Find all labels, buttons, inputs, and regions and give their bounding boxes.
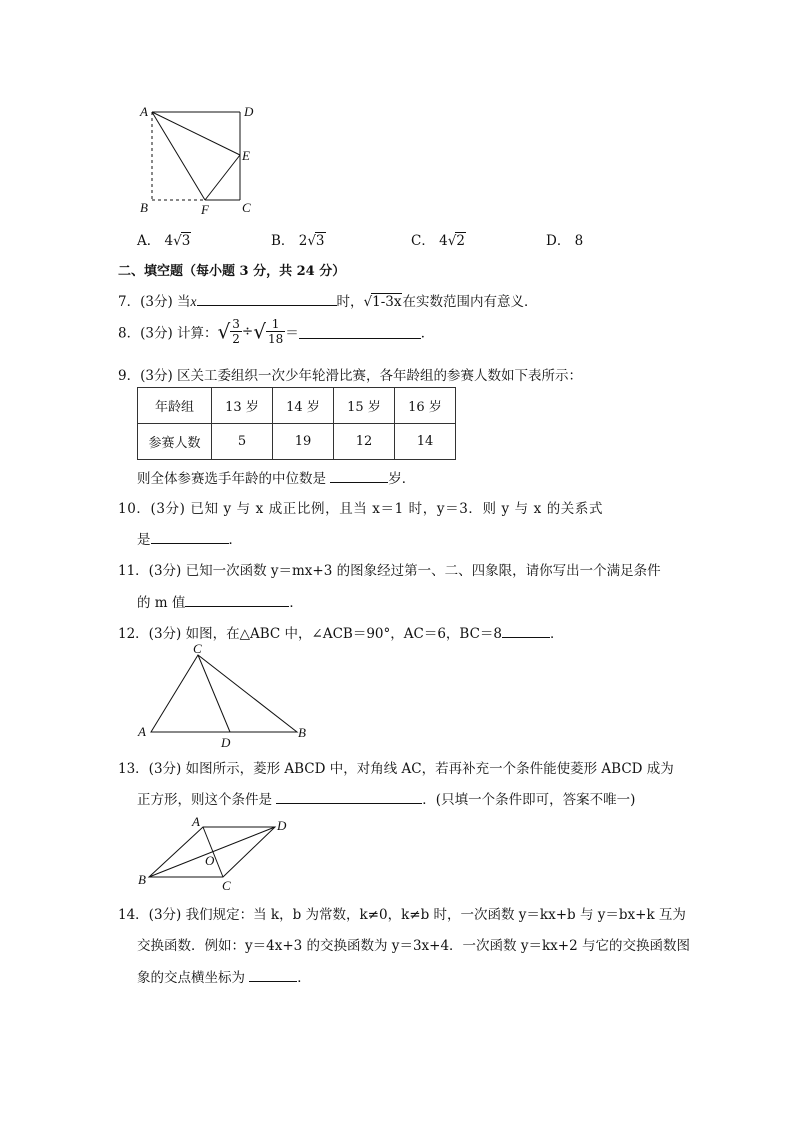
age-table bbox=[137, 387, 456, 460]
question-10-line1: 10．(3分) 已知 y 与 x 成正比例，且当 x＝1 时，y＝3．则 y 与 x 的关系式 bbox=[118, 501, 604, 517]
label-A: A bbox=[192, 814, 200, 829]
question-14-line3: 象的交点横坐标为 ． bbox=[137, 966, 311, 986]
question-13-line1: 13．(3分) 如图所示，菱形 ABCD 中，对角线 AC，若再补充一个条件能使菱形 ABCD 成为 bbox=[118, 761, 674, 777]
segment-CD bbox=[198, 655, 230, 732]
triangle-ABC bbox=[151, 655, 297, 732]
segment-EF bbox=[205, 155, 240, 200]
answer-blank-11[interactable] bbox=[185, 592, 289, 607]
table-cell: 12 bbox=[334, 424, 395, 460]
table-row bbox=[138, 388, 456, 424]
q6-option-c: C． 4√2 bbox=[411, 233, 465, 249]
table-cell: 14 岁 bbox=[273, 388, 334, 424]
label-A: A bbox=[140, 104, 148, 119]
label-B: B bbox=[298, 725, 306, 740]
label-F: F bbox=[201, 202, 209, 217]
question-10-line2: 是 ． bbox=[137, 528, 242, 548]
table-cell: 13 岁 bbox=[212, 388, 273, 424]
label-C: C bbox=[222, 878, 231, 893]
label-B: B bbox=[140, 200, 148, 215]
question-9: 9．(3分) 区关工委组织一次少年轮滑比赛，各年龄组的参赛人数如下表所示： bbox=[118, 368, 583, 384]
answer-blank-12[interactable] bbox=[502, 623, 550, 638]
table-cell: 16 岁 bbox=[395, 388, 456, 424]
answer-blank-10[interactable] bbox=[151, 529, 229, 544]
table-cell: 15 岁 bbox=[334, 388, 395, 424]
answer-blank-14[interactable] bbox=[249, 967, 297, 982]
q6-option-b: B． 2√3 bbox=[271, 233, 325, 249]
question-14-line2: 交换函数．例如：y＝4x+3 的交换函数为 y＝3x+4．一次函数 y＝kx+2 与它的交换函数图 bbox=[137, 938, 690, 954]
triangle-figure bbox=[132, 643, 312, 751]
answer-blank-7[interactable] bbox=[197, 291, 337, 306]
label-E: E bbox=[242, 148, 250, 163]
table-row bbox=[138, 424, 456, 460]
rhombus-figure bbox=[132, 812, 302, 896]
answer-blank-13[interactable] bbox=[276, 789, 422, 804]
label-B: B bbox=[138, 872, 146, 887]
section-title: 二、填空题（每小题 3 分，共 24 分） bbox=[118, 264, 346, 279]
question-7: 7．(3分) 当x 时，√1-3x在实数范围内有意义． bbox=[118, 290, 537, 310]
label-O: O bbox=[205, 853, 215, 868]
question-11-line1: 11．(3分) 已知一次函数 y＝mx+3 的图象经过第一、二、四象限，请你写出一个满足条件 bbox=[118, 563, 661, 579]
question-14-line1: 14．(3分) 我们规定：当 k，b 为常数，k≠0，k≠b 时，一次函数 y＝kx+b 与 y＝bx+k 互为 bbox=[118, 907, 686, 923]
table-cell: 参赛人数 bbox=[138, 424, 212, 460]
question-8: 8．(3分) 计算：√ $\frac{3}{2}$ ÷√ $\frac{1}{18}$ ＝ ． bbox=[118, 317, 435, 346]
label-A: A bbox=[138, 724, 146, 739]
label-D: D bbox=[277, 818, 287, 833]
square-figure bbox=[130, 100, 270, 218]
label-C: C bbox=[242, 200, 251, 215]
question-9-answer-line: 则全体参赛选手年龄的中位数是 岁． bbox=[137, 467, 415, 487]
question-11-line2: 的 m 值 ． bbox=[137, 591, 303, 611]
label-D: D bbox=[244, 104, 254, 119]
table-cell: 14 bbox=[395, 424, 456, 460]
q6-option-a: A． 4√3 bbox=[137, 233, 191, 249]
question-12: 12．(3分) 如图，在△ABC 中，∠ACB＝90°，AC＝6，BC＝8 ． bbox=[118, 622, 564, 642]
table-cell: 19 bbox=[273, 424, 334, 460]
answer-blank-8[interactable] bbox=[299, 324, 421, 339]
q6-option-d: D． 8 bbox=[546, 233, 584, 249]
label-D: D bbox=[221, 735, 231, 750]
table-cell: 年龄组 bbox=[138, 388, 212, 424]
diagonal-BD bbox=[149, 827, 275, 877]
question-13-line2: 正方形，则这个条件是 ．(只填一个条件即可，答案不唯一) bbox=[137, 788, 635, 808]
answer-blank-9[interactable] bbox=[330, 468, 388, 483]
label-C: C bbox=[193, 643, 202, 656]
table-cell: 5 bbox=[212, 424, 273, 460]
